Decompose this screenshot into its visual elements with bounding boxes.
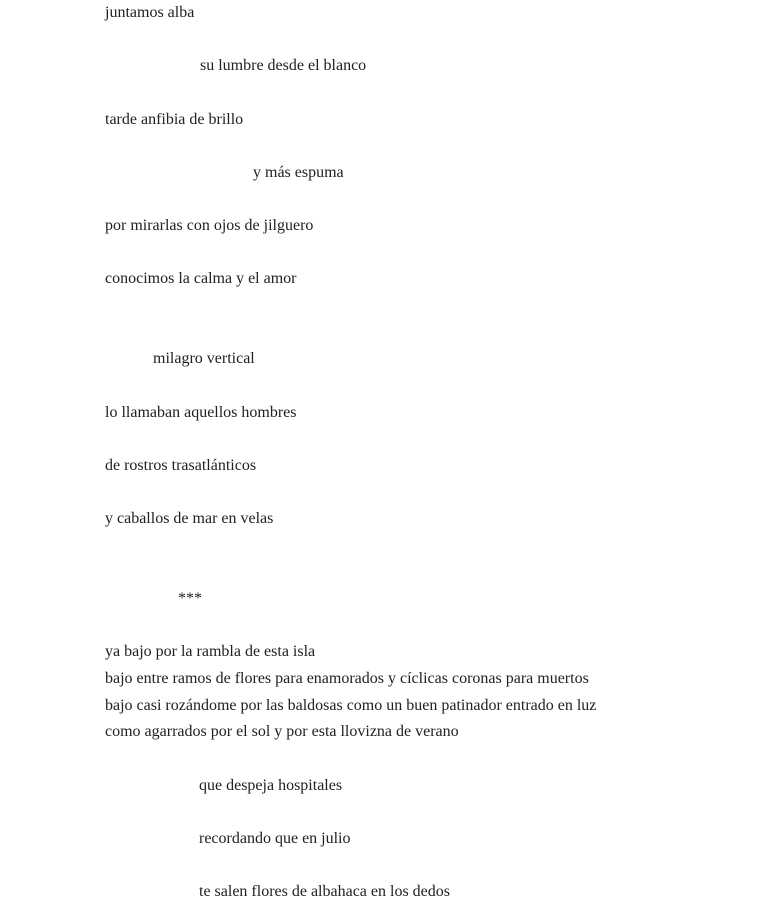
poem-line-text: ya bajo por la rambla de esta isla [105, 643, 316, 661]
blank-line [0, 426, 768, 453]
poem-line [0, 719, 768, 746]
poem-line [0, 773, 768, 800]
poem-line-text: lo llamaban aquellos hombres [105, 403, 297, 421]
poem-line-text: por mirarlas con ojos de jilguero [105, 217, 314, 235]
poem-line-text: bajo entre ramos de flores para enamorados y cíclicas coronas para muertos [105, 670, 589, 688]
poem-line [0, 826, 768, 853]
blank-line [0, 373, 768, 400]
blank-line [0, 240, 768, 267]
blank-line [0, 799, 768, 826]
poem-line [0, 879, 768, 906]
blank-line [0, 133, 768, 160]
poem-line [0, 666, 768, 693]
poem-line-text: juntamos alba [105, 4, 195, 21]
poem-line [0, 0, 768, 27]
poem-line-text: que despeja hospitales [199, 776, 343, 794]
blank-line [0, 746, 768, 773]
poem-line-text: recordando que en julio [199, 829, 351, 847]
poem-line [0, 693, 768, 720]
blank-line [0, 613, 768, 640]
blank-line [0, 186, 768, 213]
poem-line-text: bajo casi rozándome por las baldosas como un buen patinador entrado en luz [105, 696, 597, 714]
poem-line [0, 107, 768, 134]
poem-line-text: tarde anfibia de brillo [105, 110, 244, 128]
poem-line-text: te salen flores de albahaca en los dedos [199, 883, 451, 901]
poem-line-text: conocimos la calma y el amor [105, 270, 297, 288]
poem-line [0, 213, 768, 240]
poem-line [0, 160, 768, 187]
poem-line-text: su lumbre desde el blanco [200, 57, 367, 75]
poem-line [0, 53, 768, 80]
poem-line [0, 400, 768, 427]
poem-line [0, 639, 768, 666]
poem-line [0, 266, 768, 293]
poem-line [0, 453, 768, 480]
blank-line [0, 80, 768, 107]
poem-line-text: como agarrados por el sol y por esta llovizna de verano [105, 723, 459, 741]
poem-line-text: milagro vertical [153, 350, 255, 368]
poem-line-text: de rostros trasatlánticos [105, 456, 257, 474]
blank-line [0, 533, 768, 560]
blank-line [0, 853, 768, 880]
blank-line [0, 480, 768, 507]
poem-line [0, 346, 768, 373]
blank-line [0, 320, 768, 347]
blank-line [0, 293, 768, 320]
poem-line [0, 506, 768, 533]
poem-line-text: y caballos de mar en velas [105, 510, 274, 528]
section-separator [0, 586, 768, 613]
poem-line-text: y más espuma [253, 163, 344, 181]
blank-line [0, 559, 768, 586]
blank-line [0, 27, 768, 54]
separator-text: *** [178, 590, 202, 608]
